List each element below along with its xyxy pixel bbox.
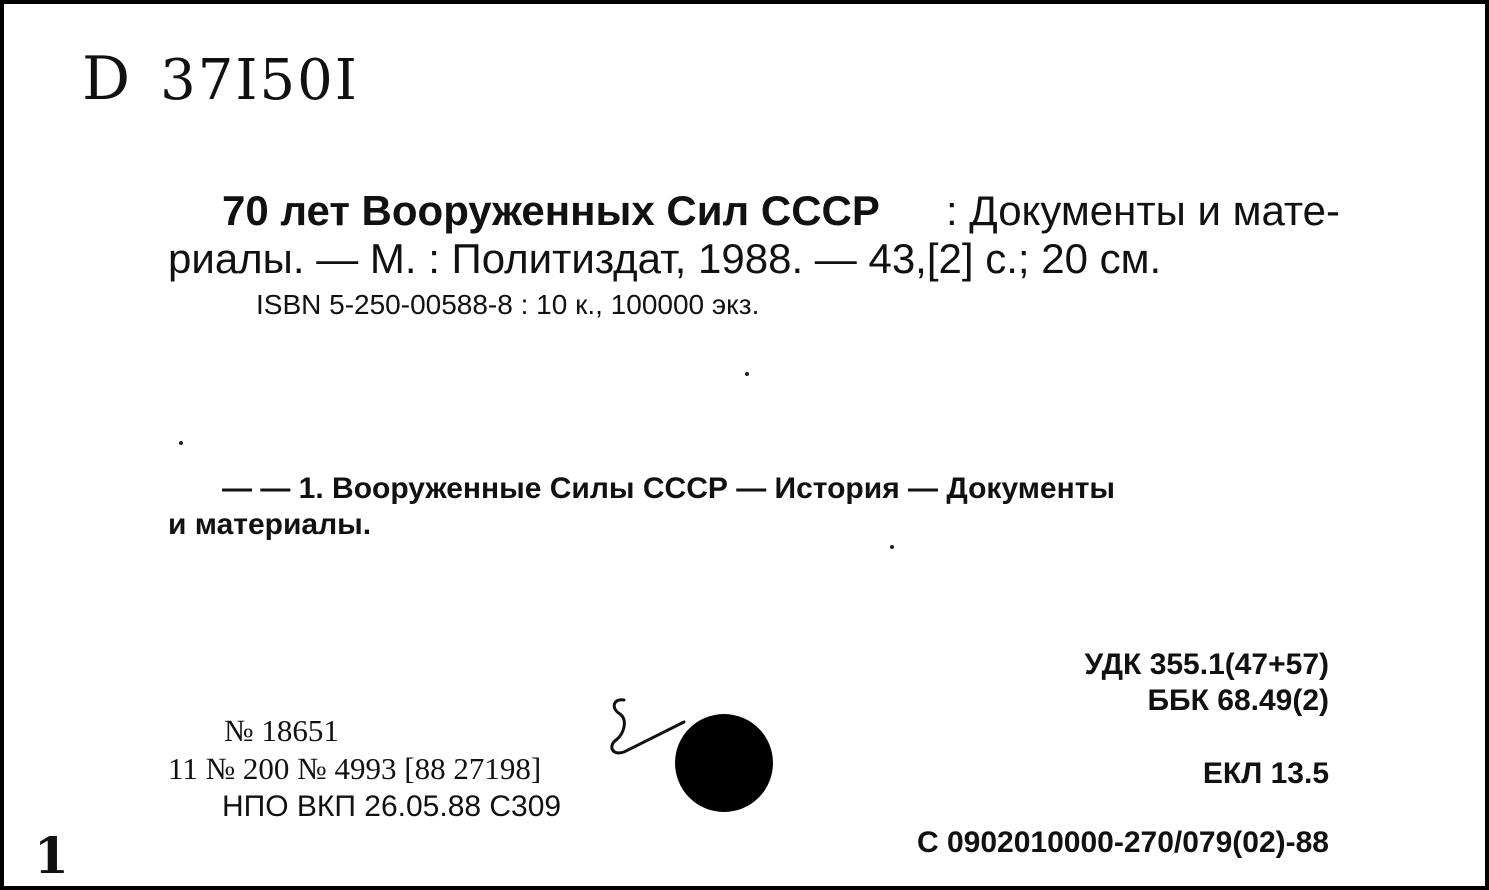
subject-line-1: — — 1. Вооруженные Силы СССР — История — Документы — [222, 472, 1116, 505]
bbk-code: ББК 68.49(2) — [1147, 684, 1329, 717]
bibliographic-title — [168, 187, 1340, 283]
call-number: 37I50I — [160, 48, 359, 113]
margin-mark: 1 — [34, 826, 69, 885]
print-publisher-line: НПО ВКП 26.05.88 С309 — [222, 790, 562, 823]
catalog-code: С 0902010000-270/079(02)-88 — [917, 826, 1329, 859]
speck — [890, 545, 894, 549]
title-line-2: риалы. — М. : Политиздат, 1988. — 43,[2] с.; 20 см. — [168, 235, 1162, 282]
call-letter: D — [82, 44, 133, 114]
print-order-line: 11 № 200 № 4993 [88 27198] — [168, 751, 542, 786]
title-line-1 — [168, 187, 1340, 235]
speck — [745, 372, 749, 376]
punch-hole — [675, 714, 773, 812]
classification-block — [1085, 647, 1329, 719]
print-number: № 18651 — [224, 713, 339, 748]
ekl-code: ЕКЛ 13.5 — [1202, 757, 1329, 790]
isbn-line: ISBN 5-250-00588-8 : 10 к., 100000 экз. — [256, 289, 760, 320]
print-info — [168, 712, 561, 826]
title-subtitle: : Документы и мате- — [945, 187, 1340, 234]
subject-heading — [168, 471, 1340, 543]
handwritten-call-number — [82, 44, 359, 114]
subject-line-2: и материалы. — [168, 508, 372, 541]
speck — [179, 441, 183, 445]
title-main: 70 лет Вооруженных Сил СССР — [222, 187, 880, 234]
udc-code: УДК 355.1(47+57) — [1084, 648, 1329, 681]
